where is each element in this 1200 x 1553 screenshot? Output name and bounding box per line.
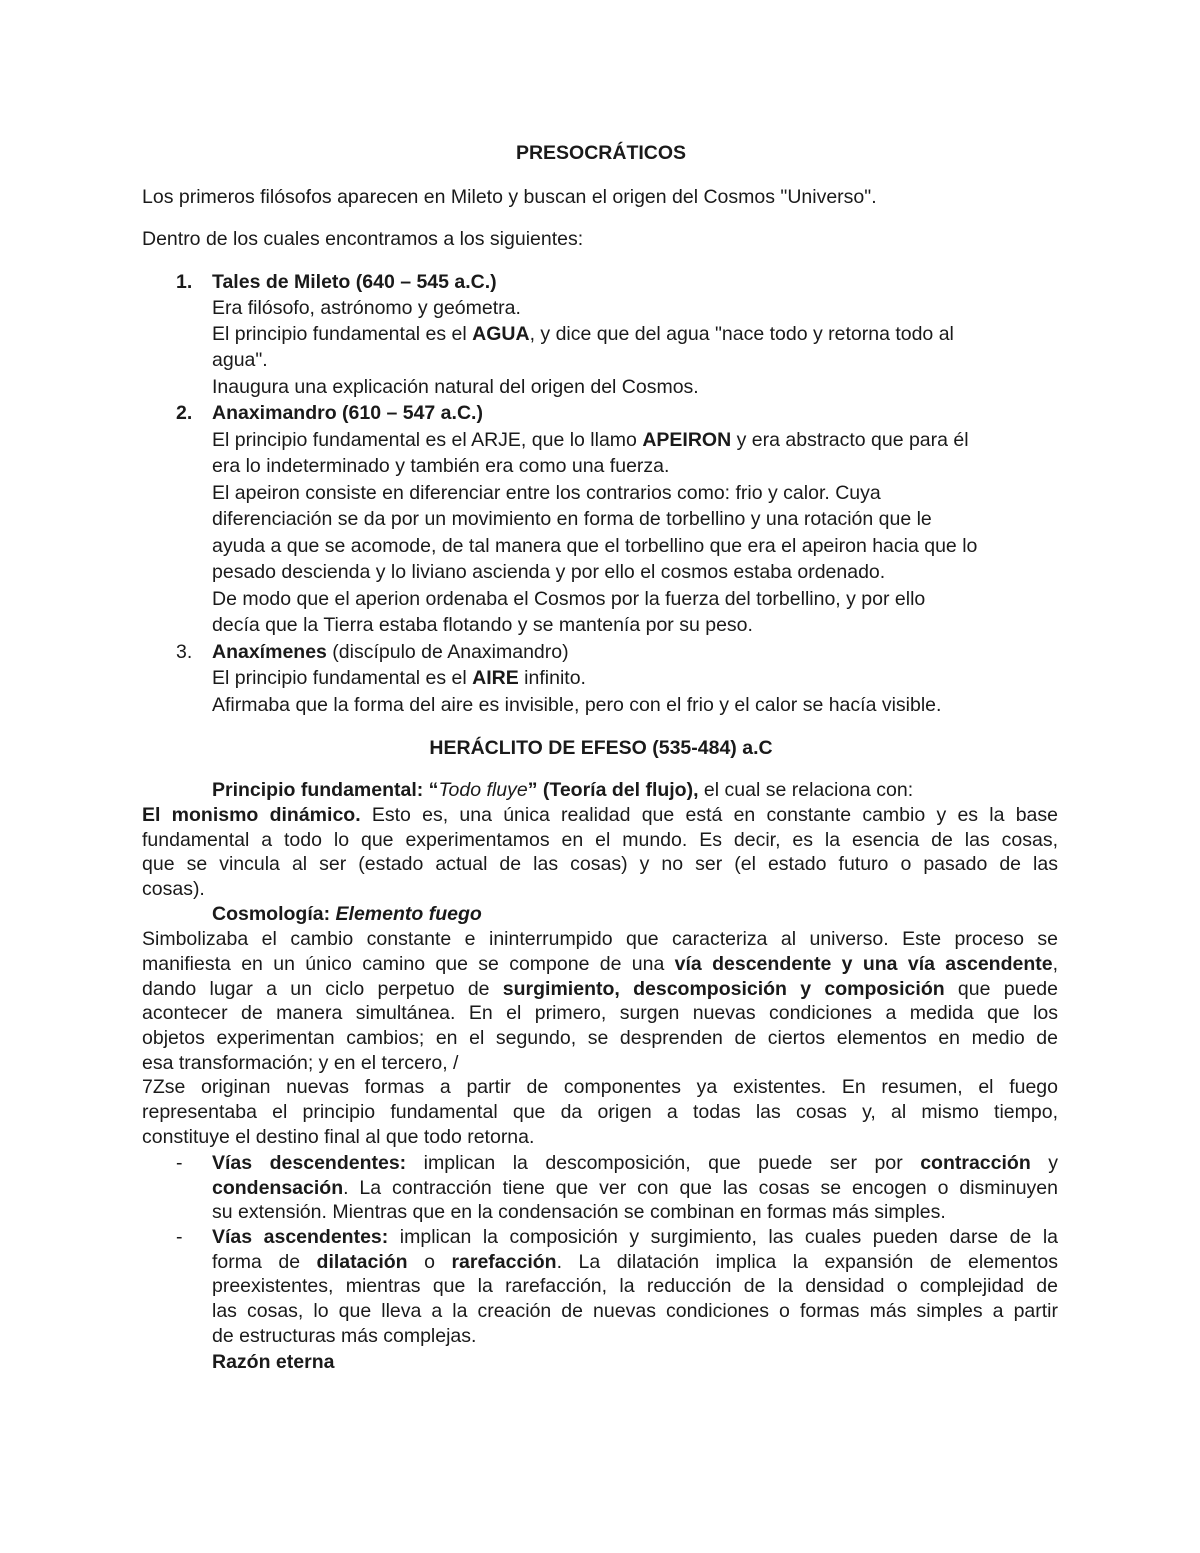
bullet-dash: - [176, 1226, 183, 1248]
list-item-heading: Tales de Mileto (640 – 545 a.C.) [212, 271, 497, 293]
paragraph-line: Simbolizaba el cambio constante e ininterrumpido que caracteriza al universo. Este proceso se [142, 928, 1058, 950]
list-item-text: diferenciación se da por un movimiento en forma de torbellino y una rotación que le [212, 508, 932, 530]
list-item-text: ayuda a que se acomode, de tal manera que el torbellino que era el apeiron hacia que lo [212, 535, 978, 557]
paragraph-line: cosas). [142, 878, 205, 900]
list-item-text: agua". [212, 349, 268, 371]
intro-paragraph: Los primeros filósofos aparecen en Mileto y buscan el origen del Cosmos "Universo". [142, 186, 877, 208]
list-item-text: Inaugura una explicación natural del origen del Cosmos. [212, 376, 699, 398]
paragraph-line: acontecer de manera simultánea. En el primero, surgen nuevas condiciones a medida que los [142, 1002, 1058, 1024]
list-item-text: decía que la Tierra estaba flotando y se mantenía por su peso. [212, 614, 753, 636]
paragraph-line: representaba el principio fundamental que da origen a todas las cosas y, al mismo tiempo, [142, 1101, 1058, 1123]
title-heraclito: HERÁCLITO DE EFESO (535-484) a.C [429, 737, 773, 759]
intro-paragraph-2: Dentro de los cuales encontramos a los siguientes: [142, 228, 584, 250]
list-item-text: De modo que el aperion ordenaba el Cosmos por la fuerza del torbellino, y por ello [212, 588, 926, 610]
list-item-text: El apeiron consiste en diferenciar entre los contrarios como: frio y calor. Cuya [212, 482, 881, 504]
bullet-line: Vías ascendentes: implican la composición y surgimiento, las cuales pueden darse de la [212, 1226, 1058, 1248]
principio-fundamental: Principio fundamental: “Todo fluye” (Teoría del flujo), el cual se relaciona con: [212, 779, 914, 801]
list-number: 2. [176, 402, 193, 424]
paragraph-line: dando lugar a un ciclo perpetuo de surgimiento, descomposición y composición que puede [142, 978, 1058, 1000]
list-item-heading: Anaximandro (610 – 547 a.C.) [212, 402, 483, 424]
list-item-text: Era filósofo, astrónomo y geómetra. [212, 297, 521, 319]
bullet-line: su extensión. Mientras que en la condensación se combinan en formas más simples. [212, 1201, 946, 1223]
list-number: 1. [176, 271, 193, 293]
paragraph-line: objetos experimentan cambios; en el segundo, se desprenden de ciertos elementos en medio de [142, 1027, 1058, 1049]
list-item-text: El principio fundamental es el AGUA, y dice que del agua "nace todo y retorna todo al [212, 323, 954, 345]
list-item-text: El principio fundamental es el AIRE infinito. [212, 667, 586, 689]
title-presocraticos: PRESOCRÁTICOS [515, 142, 687, 164]
list-item-text: El principio fundamental es el ARJE, que lo llamo APEIRON y era abstracto que para él [212, 429, 969, 451]
list-number: 3. [176, 641, 193, 663]
list-item-text: era lo indeterminado y también era como una fuerza. [212, 455, 670, 477]
list-item-heading: Anaxímenes (discípulo de Anaximandro) [212, 641, 569, 663]
list-item-text: Afirmaba que la forma del aire es invisible, pero con el frio y el calor se hacía visible. [212, 694, 942, 716]
bullet-line: preexistentes, mientras que la rarefacción, la reducción de la densidad o complejidad de [212, 1275, 1058, 1297]
paragraph-line: manifiesta en un único camino que se compone de una vía descendente y una vía ascendente, [142, 953, 1059, 975]
bullet-line: condensación. La contracción tiene que ver con que las cosas se encogen o disminuyen [212, 1177, 1058, 1199]
razon-eterna-heading: Razón eterna [212, 1351, 335, 1373]
bullet-dash: - [176, 1152, 183, 1174]
bullet-line: las cosas, lo que lleva a la creación de nuevas condiciones o formas más simples a partir [212, 1300, 1058, 1322]
list-item-text: pesado descienda y lo liviano ascienda y por ello el cosmos estaba ordenado. [212, 561, 886, 583]
paragraph-line: 7Zse originan nuevas formas a partir de componentes ya existentes. En resumen, el fuego [142, 1076, 1058, 1098]
bullet-line: de estructuras más complejas. [212, 1325, 477, 1347]
paragraph-line: constituye el destino final al que todo retorna. [142, 1126, 535, 1148]
bullet-line: Vías descendentes: implican la descomposición, que puede ser por contracción y [212, 1152, 1058, 1174]
cosmologia-heading: Cosmología: Elemento fuego [212, 903, 482, 925]
paragraph-line: que se vincula al ser (estado actual de las cosas) y no ser (el estado futuro o pasado de las [142, 853, 1058, 875]
paragraph-line: El monismo dinámico. Esto es, una única realidad que está en constante cambio y es la base [142, 804, 1058, 826]
paragraph-line: esa transformación; y en el tercero, / [142, 1052, 459, 1074]
bullet-line: forma de dilatación o rarefacción. La dilatación implica la expansión de elementos [212, 1251, 1059, 1273]
paragraph-line: fundamental a todo lo que experimentamos en el mundo. Es decir, es la esencia de las cosas, [142, 829, 1058, 851]
